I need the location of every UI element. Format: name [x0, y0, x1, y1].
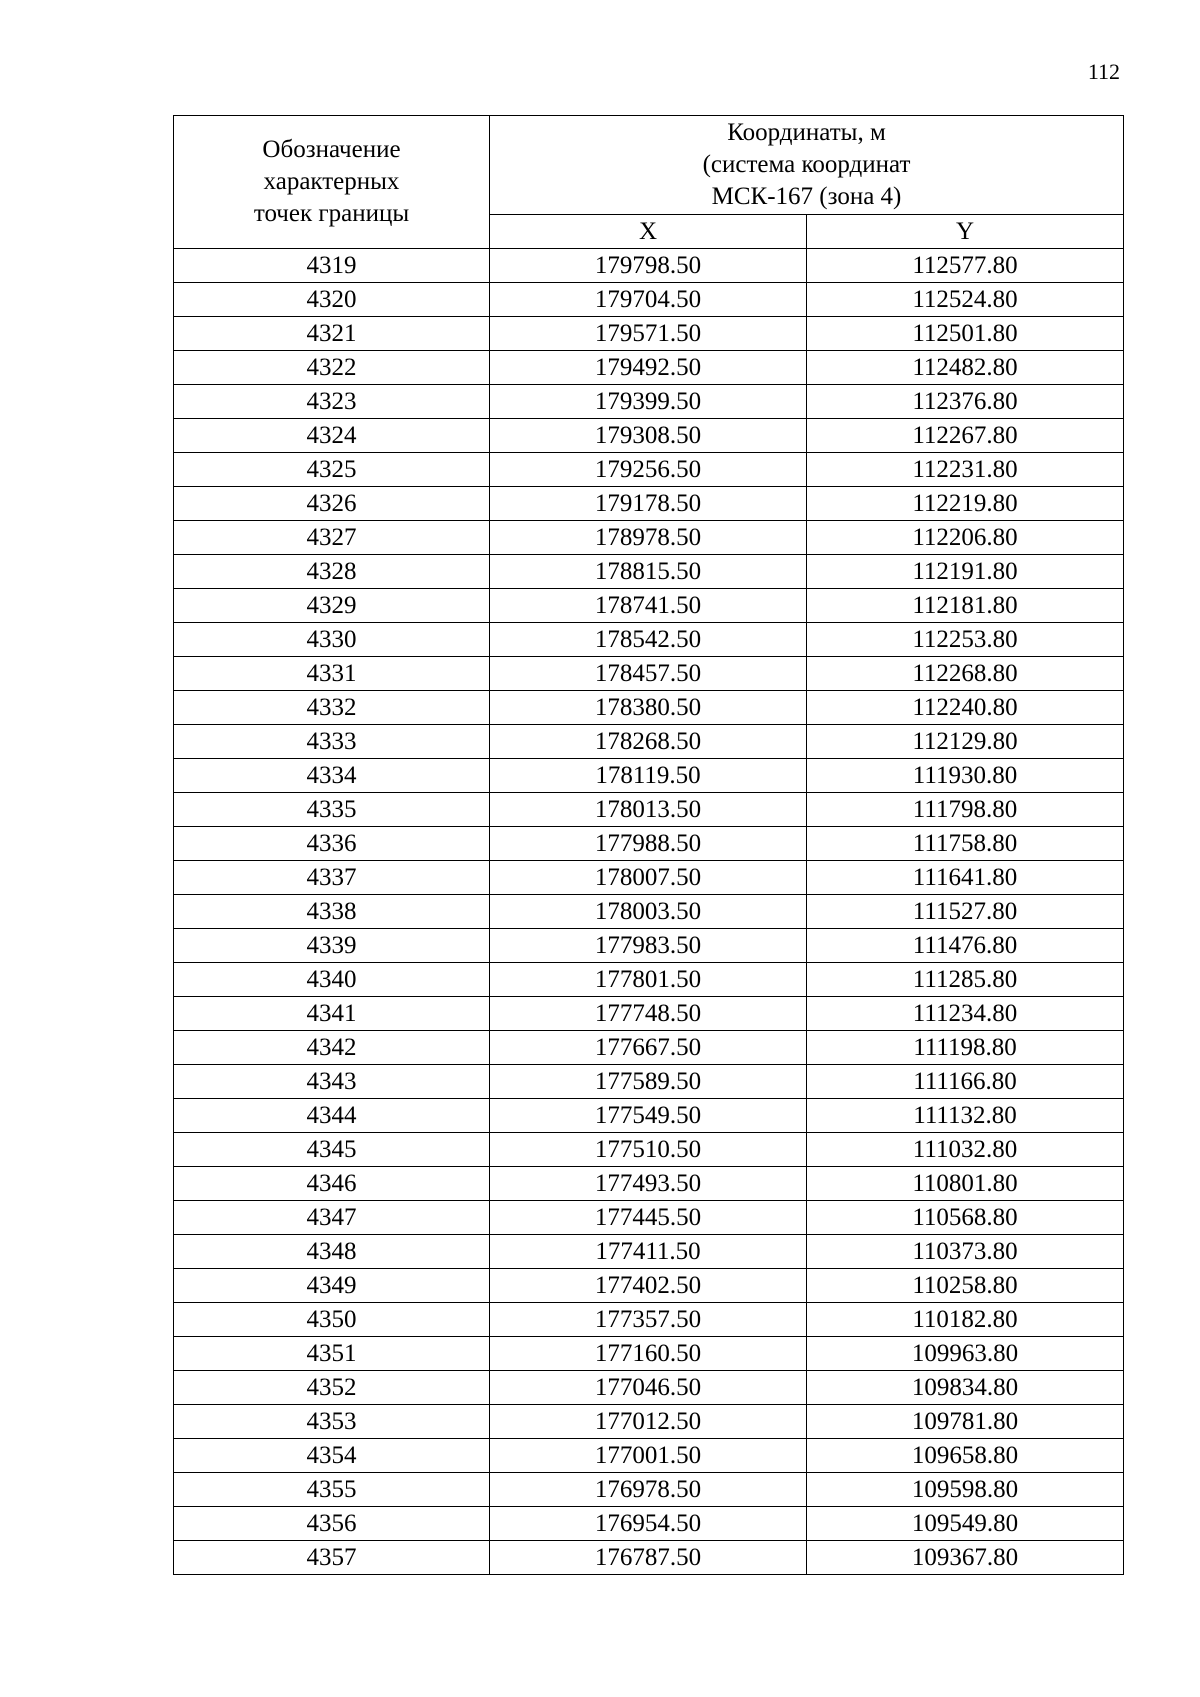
cell-point: 4322	[174, 351, 490, 385]
table-row	[174, 1235, 1124, 1269]
cell-y: 111758.80	[807, 827, 1124, 861]
header-coordinates	[490, 116, 1124, 215]
cell-x: 177983.50	[490, 929, 807, 963]
cell-point: 4354	[174, 1439, 490, 1473]
table-row	[174, 861, 1124, 895]
cell-point: 4345	[174, 1133, 490, 1167]
cell-x: 178013.50	[490, 793, 807, 827]
cell-y: 111032.80	[807, 1133, 1124, 1167]
table-row	[174, 1269, 1124, 1303]
table-row	[174, 1371, 1124, 1405]
cell-point: 4342	[174, 1031, 490, 1065]
page-number: 112	[1087, 59, 1120, 84]
cell-x: 178542.50	[490, 623, 807, 657]
table-row	[174, 1167, 1124, 1201]
cell-y: 109367.80	[807, 1541, 1124, 1575]
header-coordinates-line: МСК-167 (зона 4)	[711, 183, 902, 210]
cell-point: 4335	[174, 793, 490, 827]
cell-x: 176978.50	[490, 1473, 807, 1507]
header-designation-line: Обозначение	[262, 136, 401, 163]
cell-point: 4337	[174, 861, 490, 895]
cell-x: 178003.50	[490, 895, 807, 929]
cell-point: 4349	[174, 1269, 490, 1303]
table-row	[174, 1133, 1124, 1167]
cell-point: 4338	[174, 895, 490, 929]
cell-point: 4339	[174, 929, 490, 963]
cell-point: 4346	[174, 1167, 490, 1201]
cell-x: 176954.50	[490, 1507, 807, 1541]
cell-x: 178007.50	[490, 861, 807, 895]
cell-x: 177589.50	[490, 1065, 807, 1099]
cell-x: 177549.50	[490, 1099, 807, 1133]
cell-y: 112253.80	[807, 623, 1124, 657]
table-row	[174, 1065, 1124, 1099]
cell-y: 112482.80	[807, 351, 1124, 385]
table-row	[174, 521, 1124, 555]
cell-x: 179399.50	[490, 385, 807, 419]
cell-y: 112268.80	[807, 657, 1124, 691]
cell-y: 112181.80	[807, 589, 1124, 623]
header-designation-line: точек границы	[253, 200, 410, 227]
table-row	[174, 1337, 1124, 1371]
cell-point: 4325	[174, 453, 490, 487]
cell-y: 112267.80	[807, 419, 1124, 453]
cell-x: 176787.50	[490, 1541, 807, 1575]
cell-y: 112219.80	[807, 487, 1124, 521]
cell-x: 179256.50	[490, 453, 807, 487]
table-row	[174, 623, 1124, 657]
cell-point: 4344	[174, 1099, 490, 1133]
header-x: X	[490, 215, 807, 249]
cell-y: 109781.80	[807, 1405, 1124, 1439]
cell-point: 4333	[174, 725, 490, 759]
cell-y: 111285.80	[807, 963, 1124, 997]
cell-y: 109549.80	[807, 1507, 1124, 1541]
cell-y: 112240.80	[807, 691, 1124, 725]
table-row	[174, 453, 1124, 487]
table-row	[174, 317, 1124, 351]
table-row	[174, 283, 1124, 317]
header-point-designation	[174, 116, 490, 249]
cell-y: 111198.80	[807, 1031, 1124, 1065]
cell-x: 177445.50	[490, 1201, 807, 1235]
cell-x: 178268.50	[490, 725, 807, 759]
cell-point: 4336	[174, 827, 490, 861]
table-row	[174, 589, 1124, 623]
cell-point: 4329	[174, 589, 490, 623]
cell-x: 177411.50	[490, 1235, 807, 1269]
table-row	[174, 1541, 1124, 1575]
cell-point: 4351	[174, 1337, 490, 1371]
cell-x: 178380.50	[490, 691, 807, 725]
cell-x: 177046.50	[490, 1371, 807, 1405]
table-row	[174, 351, 1124, 385]
cell-x: 179178.50	[490, 487, 807, 521]
cell-point: 4352	[174, 1371, 490, 1405]
cell-y: 109963.80	[807, 1337, 1124, 1371]
cell-point: 4319	[174, 249, 490, 283]
cell-x: 179492.50	[490, 351, 807, 385]
table-row	[174, 997, 1124, 1031]
table-header	[174, 116, 1124, 249]
cell-y: 111166.80	[807, 1065, 1124, 1099]
cell-point: 4347	[174, 1201, 490, 1235]
table-body	[174, 249, 1124, 1575]
table-row	[174, 1507, 1124, 1541]
header-coordinates-line: (система координат	[702, 151, 911, 178]
cell-x: 179308.50	[490, 419, 807, 453]
table-row	[174, 963, 1124, 997]
cell-x: 177402.50	[490, 1269, 807, 1303]
table-row	[174, 1473, 1124, 1507]
cell-x: 177001.50	[490, 1439, 807, 1473]
cell-y: 112206.80	[807, 521, 1124, 555]
cell-y: 110801.80	[807, 1167, 1124, 1201]
cell-y: 112129.80	[807, 725, 1124, 759]
cell-point: 4327	[174, 521, 490, 555]
cell-point: 4331	[174, 657, 490, 691]
cell-y: 111527.80	[807, 895, 1124, 929]
cell-y: 109834.80	[807, 1371, 1124, 1405]
table-row	[174, 827, 1124, 861]
cell-y: 110568.80	[807, 1201, 1124, 1235]
table-row	[174, 657, 1124, 691]
cell-y: 112376.80	[807, 385, 1124, 419]
cell-y: 111930.80	[807, 759, 1124, 793]
table-row	[174, 1439, 1124, 1473]
table-row	[174, 929, 1124, 963]
table-row	[174, 487, 1124, 521]
header-coordinates-line: Координаты, м	[727, 119, 886, 146]
cell-y: 111234.80	[807, 997, 1124, 1031]
cell-x: 177012.50	[490, 1405, 807, 1439]
cell-x: 177801.50	[490, 963, 807, 997]
cell-x: 178119.50	[490, 759, 807, 793]
cell-x: 178978.50	[490, 521, 807, 555]
cell-point: 4357	[174, 1541, 490, 1575]
table-row	[174, 725, 1124, 759]
cell-point: 4350	[174, 1303, 490, 1337]
table-row	[174, 793, 1124, 827]
cell-x: 177667.50	[490, 1031, 807, 1065]
cell-x: 179571.50	[490, 317, 807, 351]
cell-y: 112231.80	[807, 453, 1124, 487]
cell-point: 4343	[174, 1065, 490, 1099]
cell-point: 4341	[174, 997, 490, 1031]
cell-x: 177510.50	[490, 1133, 807, 1167]
cell-y: 109658.80	[807, 1439, 1124, 1473]
cell-point: 4353	[174, 1405, 490, 1439]
coordinates-table	[173, 115, 1124, 1575]
cell-point: 4323	[174, 385, 490, 419]
cell-x: 178457.50	[490, 657, 807, 691]
cell-point: 4332	[174, 691, 490, 725]
cell-point: 4355	[174, 1473, 490, 1507]
header-y: Y	[807, 215, 1124, 249]
cell-point: 4326	[174, 487, 490, 521]
cell-point: 4320	[174, 283, 490, 317]
cell-x: 177748.50	[490, 997, 807, 1031]
cell-y: 110258.80	[807, 1269, 1124, 1303]
cell-x: 179704.50	[490, 283, 807, 317]
table-row	[174, 249, 1124, 283]
cell-y: 110373.80	[807, 1235, 1124, 1269]
cell-point: 4330	[174, 623, 490, 657]
cell-x: 178815.50	[490, 555, 807, 589]
cell-point: 4324	[174, 419, 490, 453]
cell-x: 177357.50	[490, 1303, 807, 1337]
header-designation-line: характерных	[263, 168, 400, 195]
cell-point: 4328	[174, 555, 490, 589]
table-row	[174, 1405, 1124, 1439]
table-row	[174, 895, 1124, 929]
table-row	[174, 1201, 1124, 1235]
cell-x: 177493.50	[490, 1167, 807, 1201]
cell-y: 112501.80	[807, 317, 1124, 351]
cell-y: 111798.80	[807, 793, 1124, 827]
cell-y: 110182.80	[807, 1303, 1124, 1337]
table-row	[174, 759, 1124, 793]
table-row	[174, 419, 1124, 453]
cell-y: 112577.80	[807, 249, 1124, 283]
cell-x: 177988.50	[490, 827, 807, 861]
cell-y: 112524.80	[807, 283, 1124, 317]
cell-point: 4340	[174, 963, 490, 997]
cell-y: 109598.80	[807, 1473, 1124, 1507]
cell-y: 111476.80	[807, 929, 1124, 963]
table-row	[174, 1303, 1124, 1337]
cell-y: 111132.80	[807, 1099, 1124, 1133]
table-row	[174, 555, 1124, 589]
cell-y: 112191.80	[807, 555, 1124, 589]
cell-point: 4356	[174, 1507, 490, 1541]
cell-point: 4348	[174, 1235, 490, 1269]
cell-point: 4334	[174, 759, 490, 793]
cell-x: 178741.50	[490, 589, 807, 623]
cell-point: 4321	[174, 317, 490, 351]
cell-x: 177160.50	[490, 1337, 807, 1371]
cell-y: 111641.80	[807, 861, 1124, 895]
table-row	[174, 1099, 1124, 1133]
table-row	[174, 1031, 1124, 1065]
table-row	[174, 691, 1124, 725]
table-row	[174, 385, 1124, 419]
cell-x: 179798.50	[490, 249, 807, 283]
